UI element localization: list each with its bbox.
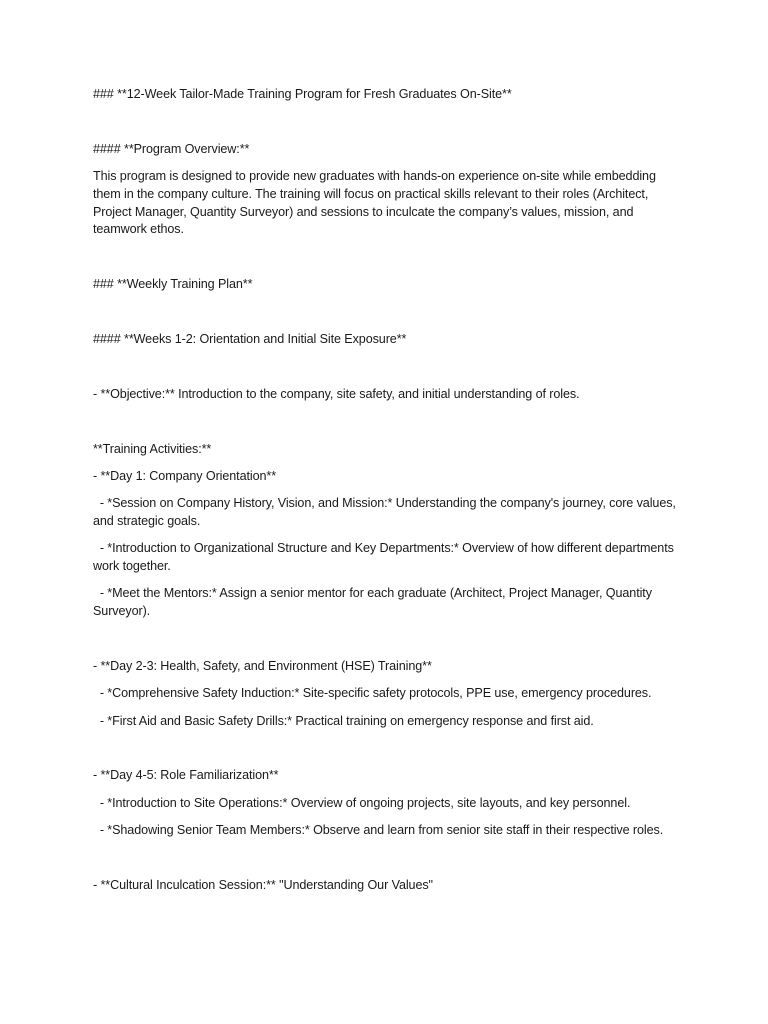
overview-heading: #### **Program Overview:**	[93, 141, 250, 156]
list-item: - *Meet the Mentors:* Assign a senior mentor for each graduate (Architect, Project Manager, Quantity Surveyor).	[93, 586, 656, 619]
weekly-plan-heading: ### **Weekly Training Plan**	[93, 277, 253, 292]
weeks-1-2-heading: #### **Weeks 1-2: Orientation and Initial Site Exposure**	[93, 332, 407, 347]
training-activities-heading: **Training Activities:**	[93, 441, 212, 456]
day-1-heading: - **Day 1: Company Orientation**	[93, 468, 276, 483]
cultural-session-line: - **Cultural Inculcation Session:** "Understanding Our Values"	[93, 877, 433, 892]
list-item: - *Shadowing Senior Team Members:* Observe and learn from senior site staff in their respective roles.	[93, 823, 664, 838]
objective-line: - **Objective:** Introduction to the company, site safety, and initial understanding of roles.	[93, 386, 580, 401]
list-item: - *Session on Company History, Vision, and Mission:* Understanding the company's journey, core values, and strategic goals.	[93, 496, 680, 529]
list-item: - *Comprehensive Safety Induction:* Site-specific safety protocols, PPE use, emergency procedures.	[93, 686, 652, 701]
list-item: - *Introduction to Organizational Structure and Key Departments:* Overview of how different departments work together.	[93, 541, 678, 574]
list-item: - *Introduction to Site Operations:* Overview of ongoing projects, site layouts, and key personnel.	[93, 795, 631, 810]
day-2-3-heading: - **Day 2-3: Health, Safety, and Environment (HSE) Training**	[93, 659, 432, 674]
document-page	[93, 86, 683, 895]
overview-paragraph: This program is designed to provide new graduates with hands-on experience on-site while embedding them in the company culture. The training will focus on practical skills relevant to their roles (Architect, Project Manager, Quantity Surveyor) and sessions to inculcate the company’s values, mission, and teamwork ethos.	[93, 169, 656, 237]
document-title: ### **12-Week Tailor-Made Training Program for Fresh Graduates On-Site**	[93, 87, 512, 101]
list-item: - *First Aid and Basic Safety Drills:* Practical training on emergency response and first aid.	[93, 713, 594, 728]
day-4-5-heading: - **Day 4-5: Role Familiarization**	[93, 768, 279, 783]
